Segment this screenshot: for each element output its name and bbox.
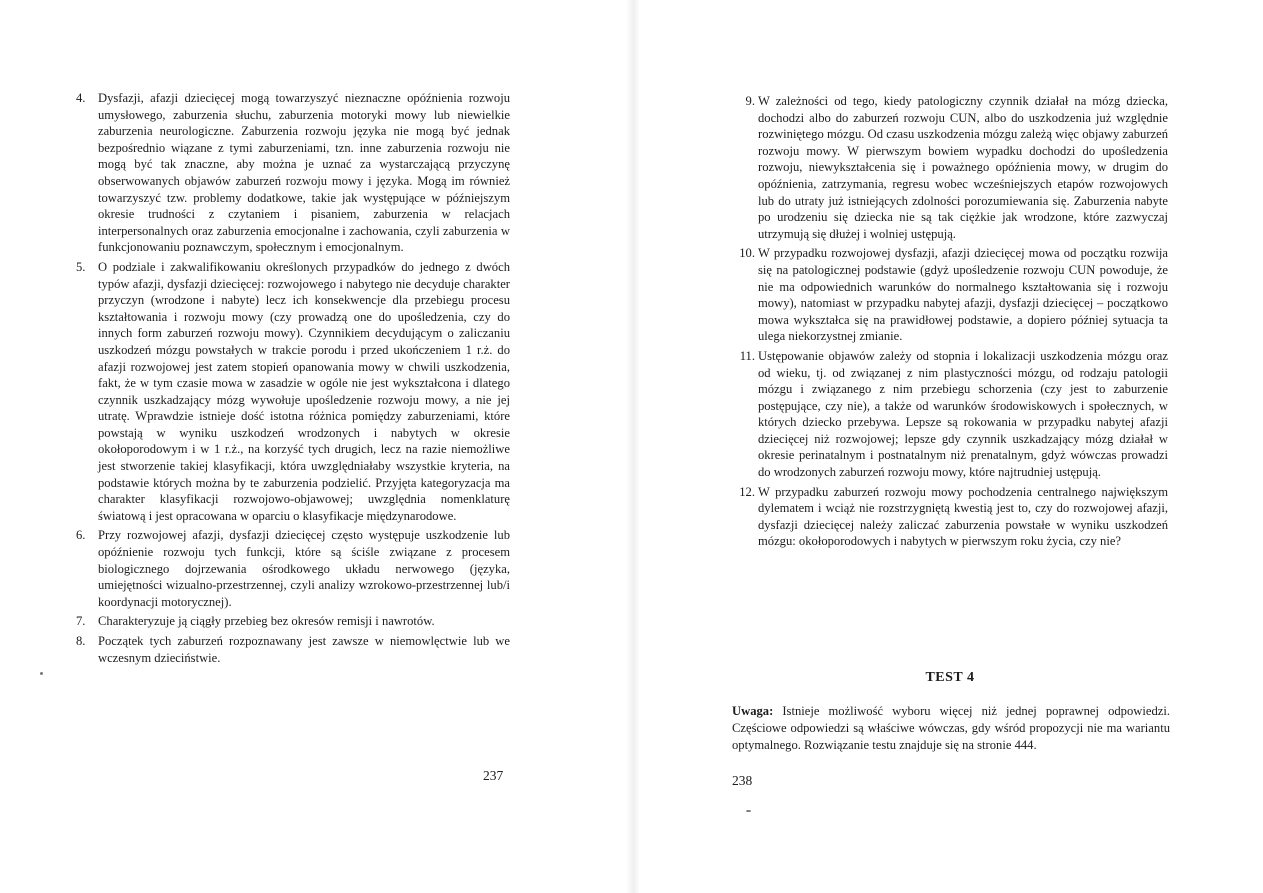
item-text: Przy rozwojowej afazji, dysfazji dziecięcej często występuje uszkodzenie lub opóźnienie rozwoju tych funkcji, które są ściśle związane z procesem biologicznego dojrzewania ośrodkowego układu nerwowego (języka, umiejętności wizualno-przestrzennej, czyli analizy wzrokowo-przestrzennej lub/i koordynacji motorycznej). xyxy=(98,528,510,609)
list-item xyxy=(76,633,510,666)
left-page xyxy=(0,0,630,893)
list-item xyxy=(76,613,510,630)
list-item xyxy=(76,259,510,525)
page-number: 237 xyxy=(483,768,504,783)
item-text: Charakteryzuje ją ciągły przebieg bez okresów remisji i nawrotów. xyxy=(98,614,435,629)
note-label: Uwaga: xyxy=(732,704,774,718)
list-item xyxy=(734,245,1168,345)
note-text: Istnieje możliwość wyboru więcej niż jednej poprawnej odpowiedzi. Częściowe odpowiedzi są właściwe wówczas, gdy wśród propozycji nie ma wariantu optymalnego. Rozwiązanie testu znajduje się na stronie 444. xyxy=(732,704,1170,752)
item-number: 4. xyxy=(76,91,86,105)
item-text: W zależności od tego, kiedy patologiczny czynnik działał na mózg dziecka, dochodzi albo do zaburzeń rozwoju CUN, albo do uszkodzenia już względnie rozwiniętego mózgu. Od czasu uszkodzenia mózgu zależą więc objawy zaburzeń rozwoju mowy. W pierwszym bowiem wypadku dochodzi do upośledzenia rozwoju, niewykształcenia się i poważnego opóźnienia mowy, w drugim do opóźnienia, zatrzymania, regresu wobec wcześniejszych etapów rozwojowych lub do utraty już istniejących zdolności porozumiewania się. Zaburzenia nabyte po urodzeniu się dziecka nie są tak ciężkie jak wrodzone, które zazwyczaj utrzymują się dłużej i wolniej ustępują. xyxy=(758,94,1168,241)
item-number: 10. xyxy=(739,246,755,261)
page-number: 238 xyxy=(732,773,753,788)
item-text: Dysfazji, afazji dziecięcej mogą towarzyszyć nieznaczne opóźnienia rozwoju umysłowego, zaburzenia słuchu, zaburzenia motoryki mowy lub niewielkie zaburzenia neurologiczne. Zaburzenia rozwoju języka nie mogą być jednak bezpośrednio wiązane z tymi zaburzeniami, tzn. inne zaburzenia rozwoju nie mogą być tak znaczne, aby można je uznać za wystarczającą przyczynę obserwowanych objawów zaburzeń rozwoju mowy i języka. Mogą im również towarzyszyć tzw. problemy dodatkowe, takie jak występujące w późniejszym okresie trudności z czytaniem i pisaniem, zaburzenia w relacjach interpersonalnych oraz zaburzenia emocjonalne i zachowania, czyli zaburzenia w funkcjonowaniu poznawczym, społecznym i emocjonalnym. xyxy=(98,91,510,255)
scan-speck xyxy=(746,810,751,812)
item-number: 9. xyxy=(745,94,755,108)
item-text: Początek tych zaburzeń rozpoznawany jest zawsze w niemowlęctwie lub we wczesnym dzieciństwie. xyxy=(98,634,510,665)
item-text: W przypadku rozwojowej dysfazji, afazji dziecięcej mowa od początku rozwija się na patologicznej podstawie (gdyż upośledzenie rozwoju CUN powoduje, że nie ma odpowiednich warunków do normalnego kształtowania się i rozwoju mowy), natomiast w przypadku nabytej afazji, dysfazji dziecięcej – początkowo mowa wykształca się na prawidłowej podstawie, a dopiero później sytuacja ta ulega niekorzystnej zmianie. xyxy=(758,246,1168,344)
test-note xyxy=(732,703,1170,754)
list-item xyxy=(734,348,1168,481)
list-item xyxy=(76,90,510,256)
left-page-list xyxy=(76,90,510,669)
item-number: 5. xyxy=(76,259,86,274)
list-item xyxy=(76,527,510,610)
scan-speck xyxy=(40,672,43,675)
item-text: Ustępowanie objawów zależy od stopnia i lokalizacji uszkodzenia mózgu oraz od wieku, tj. od związanej z nim plastyczności mózgu, od rodzaju patologii mózgu i związanego z nim przebiegu schorzenia (czy jest to zaburzenie postępujące, czy nie), a także od warunków środowiskowych i społecznych, w których dziecko przebywa. Lepsze są rokowania w przypadku nabytej afazji dziecięcej niż rozwojowej; lepsze gdy czynnik uszkadzający mózg działał w okresie perinatalnym i postnatalnym niż prenatalnym, gdyż wówczas prowadzi do wrodzonych zaburzeń rozwoju mowy, które najtrudniej ustępują. xyxy=(758,348,1168,480)
item-text: W przypadku zaburzeń rozwoju mowy pochodzenia centralnego największym dylematem i wciąż nie rozstrzygniętą kwestią jest to, czy do rozwojowej afazji, dysfazji dziecięcej należy zaliczać zaburzenia powstałe w wyniku uszkodzeń mózgu: okołoporodowych i nabytych w pierwszym roku życia, czy nie? xyxy=(758,484,1168,549)
list-item xyxy=(734,484,1168,550)
item-number: 12. xyxy=(739,484,755,499)
right-page xyxy=(636,0,1263,893)
list-item xyxy=(734,93,1168,242)
right-page-list xyxy=(734,93,1168,553)
item-number: 11. xyxy=(739,348,755,363)
item-text: O podziale i zakwalifikowaniu określonych przypadków do jednego z dwóch typów afazji, dysfazji dziecięcej: rozwojowego i nabytego nie decyduje charakter przyczyn (wrodzone i nabyte) lecz ich konsekwencje dla przebiegu procesu kształtowania i rozwoju mowy (czy prowadzą one do upośledzenia, czy do innych form zaburzeń rozwoju mowy). Czynnikiem decydującym o zaliczaniu uszkodzeń mózgu powstałych w trakcie porodu i przed ukończeniem 1 r.ż. do afazji rozwojowej jest zatem stopień opanowania mowy w chwili uszkodzenia, fakt, że w tym czasie mowa w zasadzie w ogóle nie jest wykształcona i dlatego czynnik uszkadzający mózg wywołuje upośledzenie rozwoju mowy, a nie jej utratę. Wprawdzie istnieje dość istotna różnica pomiędzy zaburzeniami, które powstają w wyniku uszkodzeń wrodzonych i nabytych w okresie okołoporodowym i w 1 r.ż., na korzyść tych drugich, lecz na razie niemożliwe jest stworzenie takiej klasyfikacji, która uwzględniałaby wszystkie kryteria, na podstawie których można by te zaburzenia podzielić. Przyjęta kategoryzacja ma charakter klasyfikacji rozwojowo-objawowej; uwzględnia nomenklaturę światową i jest opracowana w oparciu o klasyfikacje międzynarodowe. xyxy=(98,259,510,523)
item-number: 8. xyxy=(76,634,86,648)
test-title: TEST 4 xyxy=(925,670,975,685)
item-number: 7. xyxy=(76,614,86,629)
item-number: 6. xyxy=(76,528,86,543)
